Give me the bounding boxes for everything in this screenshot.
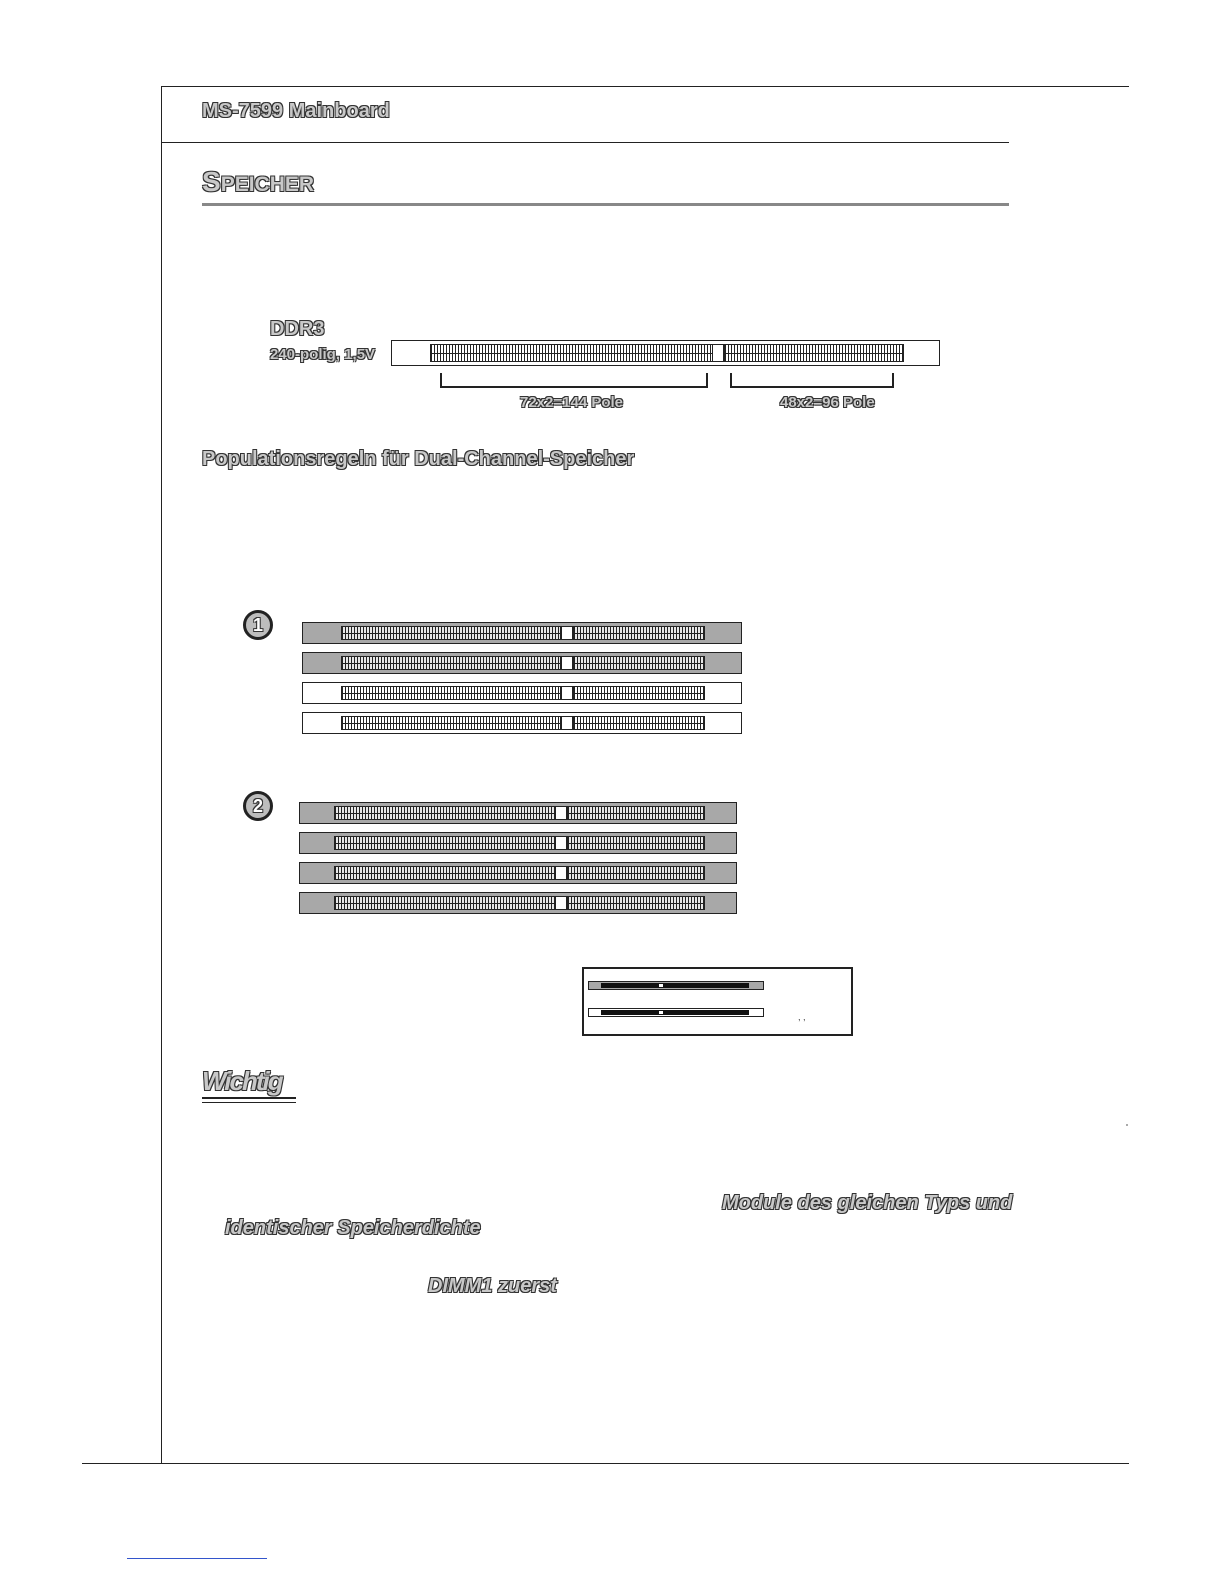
ddr3-pins-left: [430, 344, 713, 362]
bracket-96-pole: [730, 373, 894, 388]
dimm-pins-left: [341, 656, 561, 670]
dimm-key-notch: [561, 626, 573, 640]
dimm-slot-2: [302, 652, 742, 674]
dimm-key-notch: [561, 656, 573, 670]
dimm-pins-right: [573, 716, 705, 730]
legend-filled-slot: [588, 981, 764, 990]
diagram-1-badge: 1: [243, 610, 273, 640]
dimm-pins-left: [341, 626, 561, 640]
footer-link-underline: [127, 1558, 267, 1559]
dimm-pins-right: [567, 806, 705, 820]
dimm-pins-left: [341, 716, 561, 730]
dimm-pins-right: [573, 656, 705, 670]
important-emphasis-dimm1: DIMM1 zuerst: [428, 1275, 557, 1297]
dimm-slot-3: [299, 862, 737, 884]
dual-channel-subheading: Populationsregeln für Dual-Channel-Speicher: [202, 448, 635, 470]
important-emphasis-module-type: Module des gleichen Typs und: [722, 1192, 1013, 1214]
dimm-slot-2: [299, 832, 737, 854]
ddr3-pins-right: [724, 344, 904, 362]
dimm-key-notch: [555, 836, 567, 850]
dimm-slot-4: [299, 892, 737, 914]
dimm-slot-1: [299, 802, 737, 824]
important-underline-2: [202, 1102, 296, 1103]
slot-legend-box: [582, 967, 853, 1036]
bracket-144-pole: [440, 373, 708, 388]
ddr-spec-label: 240-polig, 1,5V: [270, 346, 376, 363]
dimm-pins-left: [334, 866, 555, 880]
important-underline: [202, 1097, 296, 1099]
ddr3-key-notch: [712, 344, 724, 362]
pole-count-right: 48x2=96 Pole: [780, 394, 875, 411]
legend-note: , ,: [798, 1012, 806, 1022]
page-header-title: MS-7599 Mainboard: [202, 100, 390, 122]
dimm-pins-left: [334, 836, 555, 850]
left-margin-rule: [161, 86, 162, 1464]
ddr3-slot-figure: [391, 340, 940, 366]
dimm-pins-right: [567, 866, 705, 880]
dimm-pins-left: [334, 896, 555, 910]
section-title-rest: PEICHER: [220, 173, 315, 196]
dimm-key-notch: [555, 806, 567, 820]
dimm-pins-right: [573, 626, 705, 640]
dimm-slot-1: [302, 622, 742, 644]
section-title-rule: [202, 203, 1009, 206]
section-title-initial: S: [202, 166, 221, 197]
scan-mark: [1126, 1124, 1128, 1126]
dimm-slot-4: [302, 712, 742, 734]
important-title: Wichtig: [202, 1066, 282, 1096]
important-emphasis-density: identischer Speicherdichte: [225, 1217, 481, 1239]
legend-filled-pins: [601, 983, 749, 988]
dimm-pins-left: [341, 686, 561, 700]
legend-empty-slot: [588, 1008, 764, 1017]
legend-empty-key: [659, 1011, 663, 1014]
legend-filled-key: [659, 984, 663, 987]
ddr-type-label: DDR3: [270, 318, 325, 340]
bottom-rule: [82, 1463, 1129, 1464]
pole-count-left: 72x2=144 Pole: [520, 394, 624, 411]
section-title: [202, 166, 314, 198]
top-rule: [161, 86, 1129, 87]
dimm-pins-right: [567, 896, 705, 910]
header-rule: [161, 142, 1009, 143]
dimm-pins-right: [567, 836, 705, 850]
legend-empty-pins: [601, 1010, 749, 1015]
dimm-key-notch: [561, 686, 573, 700]
dimm-slot-3: [302, 682, 742, 704]
dimm-key-notch: [555, 896, 567, 910]
dimm-pins-left: [334, 806, 555, 820]
dimm-key-notch: [555, 866, 567, 880]
diagram-2-badge: 2: [243, 791, 273, 821]
dimm-pins-right: [573, 686, 705, 700]
dimm-key-notch: [561, 716, 573, 730]
